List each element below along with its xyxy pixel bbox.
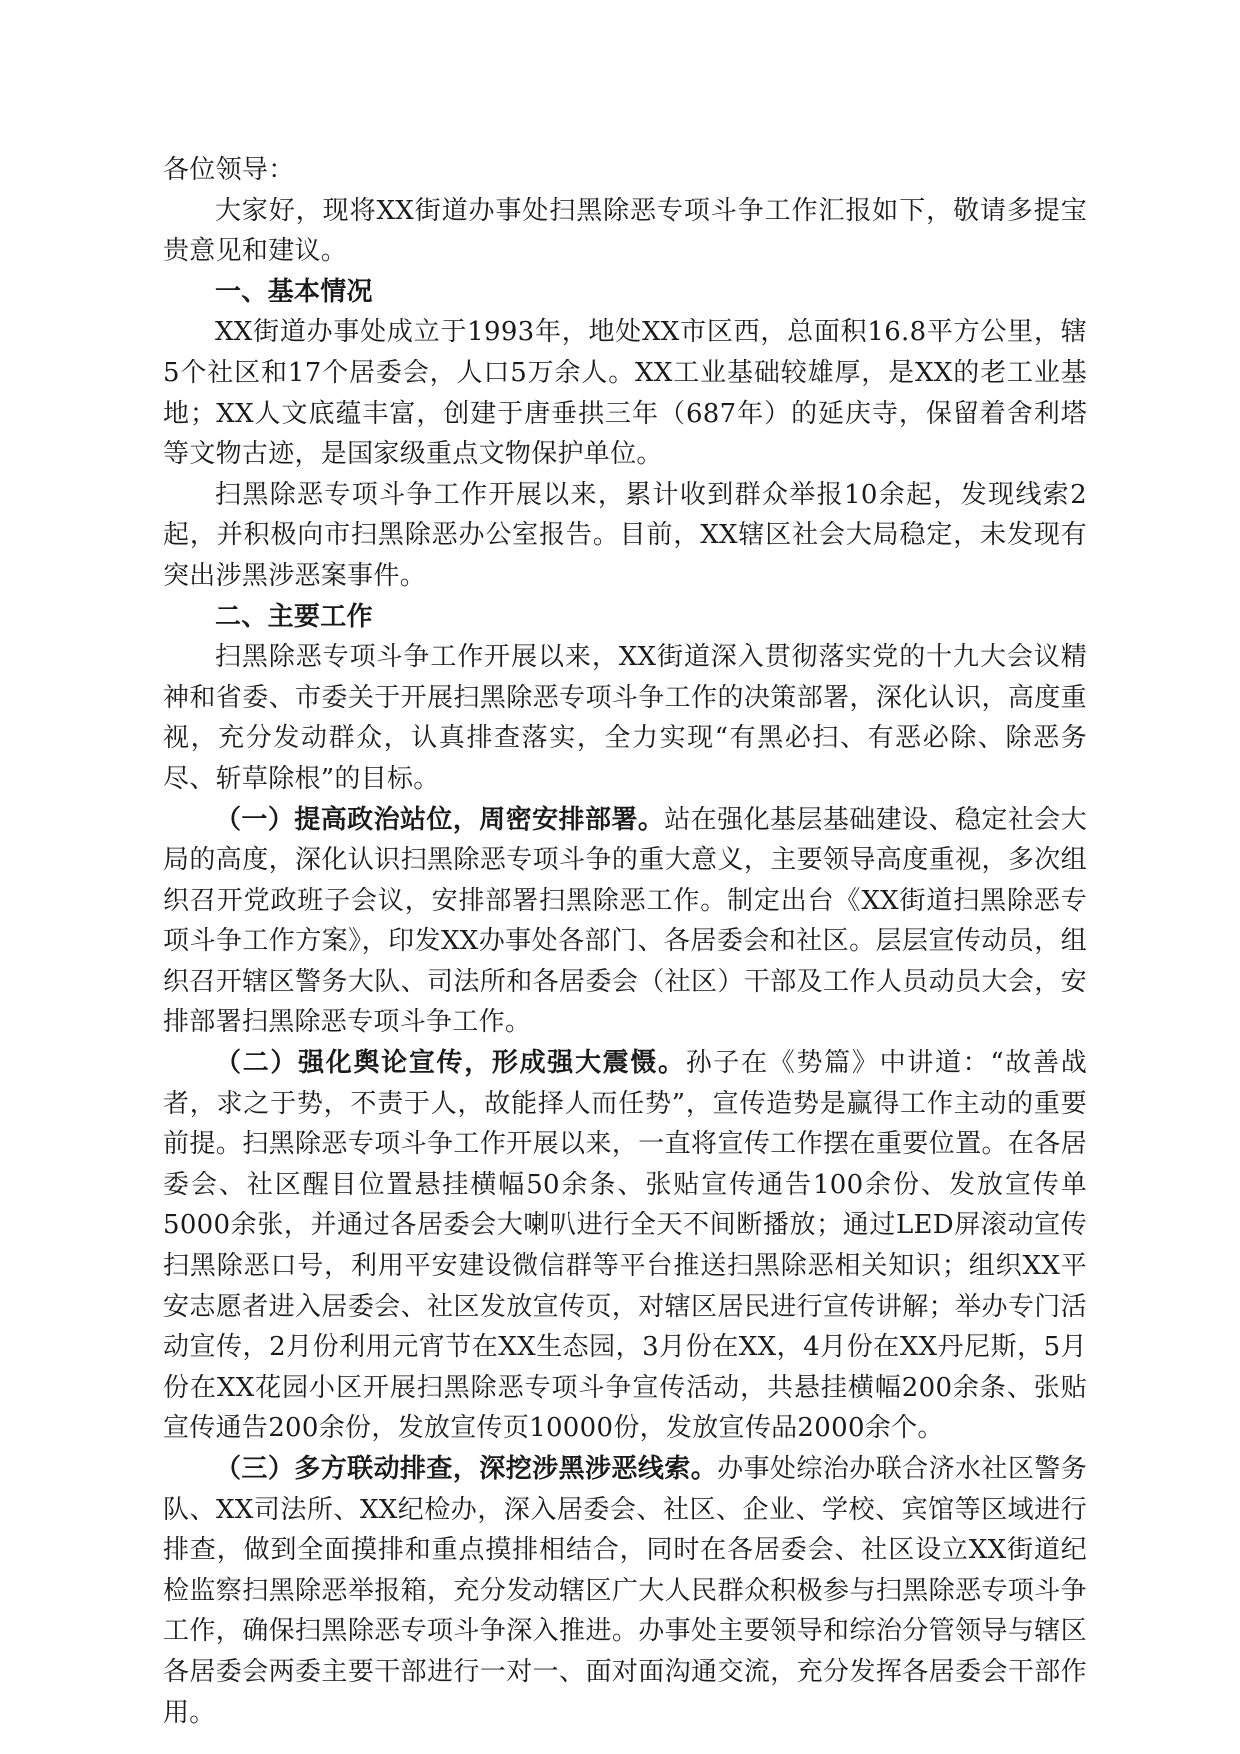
section-heading-basic-situation: 一、基本情况 xyxy=(215,276,373,307)
main-work-item-3-lead: （三）多方联动排查，深挖涉黑涉恶线索。 xyxy=(215,1454,718,1484)
main-work-item-2-text: 孙子在《势篇》中讲道：“故善战者，求之于势，不责于人，故能择人而任势”，宣传造势是赢得工作主动的重要前提。扫黑除恶专项斗争工作开展以来，一直将宣传工作摆在重要位置。在各居委会、社区醒目位置悬挂横幅50余条、张贴宣传通告100余份、发放宣传单5000余张，并通过各居委会大喇叭进行全天不间断播放；通过LED屏滚动宣传扫黑除恶口号，利用平安建设微信群等平台推送扫黑除恶相关知识；组织XX平安志愿者进入居委会、社区发放宣传页，对辖区居民进行宣传讲解；举办专门活动宣传，2月份利用元宵节在XX生态园，3月份在XX，4月份在XX丹尼斯，5月份在XX花园小区开展扫黑除恶专项斗争宣传活动，共悬挂横幅200余条、张贴宣传通告200余份，发放宣传页10000份，发放宣传品2000余个。 xyxy=(163,1048,1087,1444)
main-work-item-2-lead: （二）强化舆论宣传，形成强大震慑。 xyxy=(215,1048,686,1079)
basic-situation-paragraph-1: XX街道办事处成立于1993年，地处XX市区西，总面积16.8平方公里，辖5个社区和17个居委会，人口5万余人。XX工业基础较雄厚，是XX的老工业基地；XX人文底蕴丰富，创建于唐垂拱三年（687年）的延庆寺，保留着舍利塔等文物古迹，是国家级重点文物保护单位。 xyxy=(163,317,1087,470)
main-work-item-1 xyxy=(163,800,1087,1044)
main-work-item-1-text: 站在强化基层基础建设、稳定社会大局的高度，深化认识扫黑除恶专项斗争的重大意义，主要领导高度重视，多次组织召开党政班子会议，安排部署扫黑除恶工作。制定出台《XX街道扫黑除恶专项斗争工作方案》，印发XX办事处各部门、各居委会和社区。层层宣传动员，组织召开辖区警务大队、司法所和各居委会（社区）干部及工作人员动员大会，安排部署扫黑除恶专项斗争工作。 xyxy=(163,804,1087,1038)
document-page xyxy=(163,150,1087,1733)
main-work-item-3-text: 办事处综治办联合济水社区警务队、XX司法所、XX纪检办，深入居委会、社区、企业、学校、宾馆等区域进行排查，做到全面摸排和重点摸排相结合，同时在各居委会、社区设立XX街道纪检监察扫黑除恶举报箱，充分发动辖区广大人民群众积极参与扫黑除恶专项斗争工作，确保扫黑除恶专项斗争深入推进。办事处主要领导和综治分管领导与辖区各居委会两委主要干部进行一对一、面对面沟通交流，充分发挥各居委会干部作用。 xyxy=(163,1454,1088,1728)
main-work-intro-paragraph: 扫黑除恶专项斗争工作开展以来，XX街道深入贯彻落实党的十九大会议精神和省委、市委关于开展扫黑除恶专项斗争工作的决策部署，深化认识，高度重视，充分发动群众，认真排查落实，全力实现“有黑必扫、有恶必除、除恶务尽、斩草除根”的目标。 xyxy=(163,642,1087,794)
basic-situation-paragraph-2: 扫黑除恶专项斗争工作开展以来，累计收到群众举报10余起，发现线索2起，并积极向市扫黑除恶办公室报告。目前，XX辖区社会大局稳定，未发现有突出涉黑涉恶案事件。 xyxy=(163,479,1087,591)
intro-paragraph: 大家好，现将XX街道办事处扫黑除恶专项斗争工作汇报如下，敬请多提宝贵意见和建议。 xyxy=(163,195,1087,267)
section-heading-main-work: 二、主要工作 xyxy=(215,601,373,632)
salutation: 各位领导： xyxy=(163,155,295,185)
main-work-item-3 xyxy=(163,1449,1087,1733)
main-work-item-1-lead: （一）提高政治站位，周密安排部署。 xyxy=(215,804,665,835)
main-work-item-2 xyxy=(163,1043,1087,1449)
